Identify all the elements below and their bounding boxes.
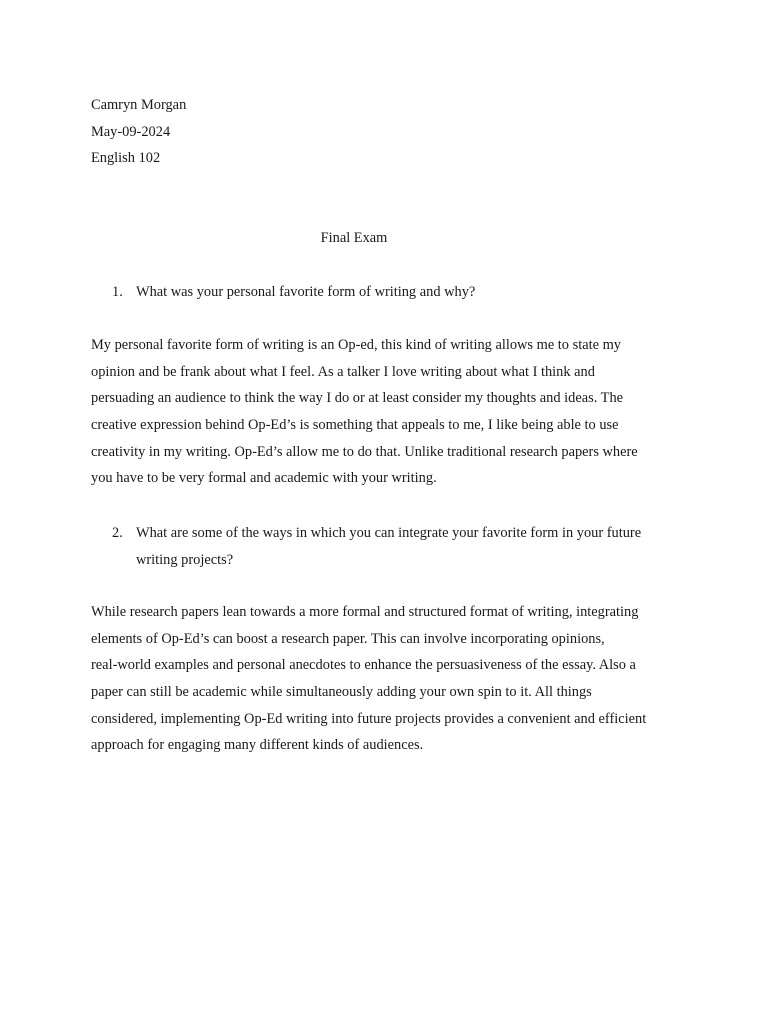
answer-line: creativity in my writing. Op-Ed’s allow me to do that. Unlike traditional research papers where (91, 443, 638, 460)
question-number: 1. (112, 284, 123, 300)
answer-line: real-world examples and personal anecdotes to enhance the persuasiveness of the essay. Also a (91, 657, 636, 674)
question-number: 2. (112, 525, 123, 541)
answer-line: persuading an audience to think the way I do or at least consider my thoughts and ideas. The (91, 390, 624, 407)
document-header (91, 92, 186, 172)
answer-line: approach for engaging many different kinds of audiences. (91, 737, 424, 754)
document-date: May-09-2024 (91, 123, 171, 140)
answer-line: creative expression behind Op-Ed’s is something that appeals to me, I like being able to use (91, 417, 619, 434)
answer-line: My personal favorite form of writing is an Op-ed, this kind of writing allows me to state my (91, 337, 621, 353)
answer-line: paper can still be academic while simultaneously adding your own spin to it. All things (91, 684, 592, 701)
answer-line: considered, implementing Op-Ed writing into future projects provides a convenient and efficient (91, 710, 647, 727)
answer-2 (91, 599, 681, 759)
author-name: Camryn Morgan (91, 97, 187, 113)
answer-line: elements of Op-Ed’s can boost a research paper. This can involve incorporating opinions, (91, 630, 605, 647)
question-text: What are some of the ways in which you can integrate your favorite form in your future writing projects? (136, 525, 642, 568)
question-1 (112, 279, 672, 306)
question-2 (112, 520, 672, 573)
answer-line: opinion and be frank about what I feel. As a talker I love writing about what I think and (91, 363, 595, 380)
question-text: What was your personal favorite form of writing and why? (136, 284, 476, 300)
answer-line: While research papers lean towards a more formal and structured format of writing, integrating (91, 604, 639, 620)
answer-1 (91, 332, 681, 492)
course-name: English 102 (91, 150, 161, 166)
answer-line: you have to be very formal and academic with your writing. (91, 470, 437, 487)
document-title: Final Exam (320, 230, 388, 246)
